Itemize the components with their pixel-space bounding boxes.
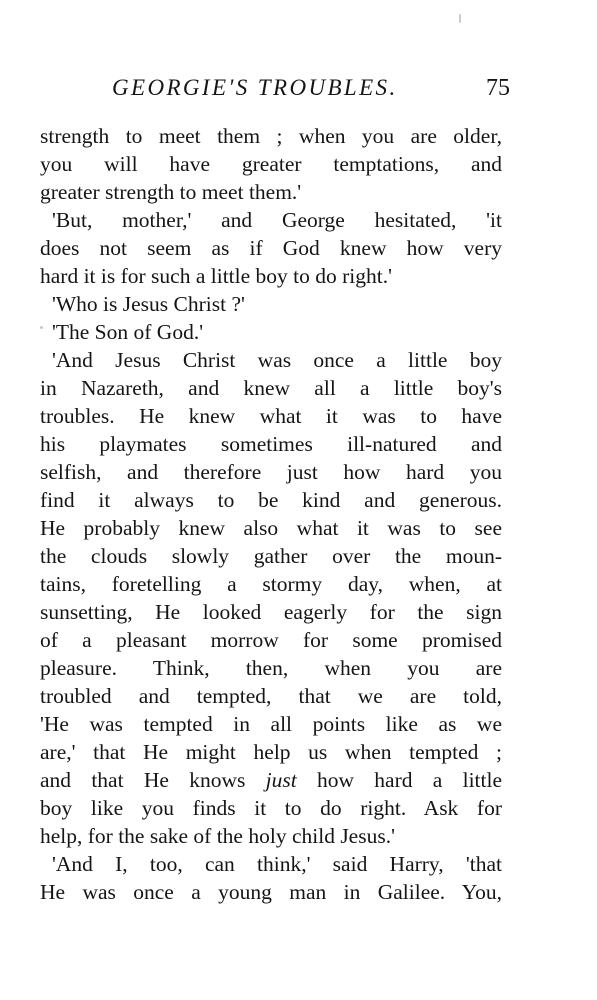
text-line: you will have greater temptations, and	[40, 152, 502, 176]
text-line: boy like you finds it to do right. Ask for	[40, 796, 502, 820]
text-line: troubled and tempted, that we are told,	[40, 684, 502, 708]
text-line: greater strength to meet them.'	[40, 180, 302, 204]
text-line: are,' that He might help us when tempted ;	[40, 740, 502, 764]
text-line: find it always to be kind and generous.	[40, 488, 502, 512]
text-line: He probably knew also what it was to see	[40, 516, 502, 540]
page-header	[40, 75, 510, 109]
page-number: 75	[486, 75, 510, 101]
text-line: hard it is for such a little boy to do right.'	[40, 264, 392, 288]
text-line: 'And I, too, can think,' said Harry, 'that	[52, 852, 502, 876]
body-text	[40, 122, 502, 906]
text-line: pleasure. Think, then, when you are	[40, 656, 502, 680]
printing-speck	[459, 14, 461, 23]
text-line: sunsetting, He looked eagerly for the sign	[40, 600, 502, 624]
running-title: GEORGIE'S TROUBLES.	[112, 75, 398, 100]
text-line: 'He was tempted in all points like as we	[40, 712, 502, 736]
text-line: does not seem as if God knew how very	[40, 236, 502, 260]
emphasized-word: just	[265, 768, 297, 792]
text-line: 'The Son of God.'	[52, 320, 204, 344]
text-line: help, for the sake of the holy child Jesus.'	[40, 824, 395, 848]
text-line: selfish, and therefore just how hard you	[40, 460, 502, 484]
text-line: He was once a young man in Galilee. You,	[40, 880, 502, 904]
text-line: in Nazareth, and knew all a little boy's	[40, 376, 502, 400]
text-line: and that He knows just how hard a little	[40, 768, 503, 792]
text-line: 'But, mother,' and George hesitated, 'it	[52, 208, 502, 232]
text-line: his playmates sometimes ill-natured and	[40, 432, 502, 456]
text-line: of a pleasant morrow for some promised	[40, 628, 502, 652]
text-line: troubles. He knew what it was to have	[40, 404, 502, 428]
text-line: strength to meet them ; when you are older,	[40, 124, 502, 148]
text-line: the clouds slowly gather over the moun-	[40, 544, 502, 568]
text-line: 'And Jesus Christ was once a little boy	[52, 348, 502, 372]
text-line: tains, foretelling a stormy day, when, at	[40, 572, 502, 596]
text-line: 'Who is Jesus Christ ?'	[52, 292, 245, 316]
